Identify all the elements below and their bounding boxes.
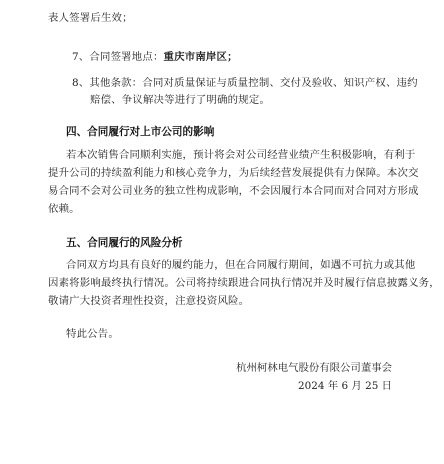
clause-7-label: 合同签署地点：: [89, 51, 164, 63]
clause-8-number: 8、: [72, 77, 90, 89]
clause-8: [72, 77, 418, 90]
clause-7-value: 重庆市南岸区；: [163, 51, 238, 63]
section-5-line-1: 合同双方均具有良好的履约能力，但在合同履行期间，如遇不可抗力或其他: [66, 259, 416, 271]
clause-8-label: 其他条款：: [89, 77, 143, 89]
section-4-title: 四、合同履行对上市公司的影响: [66, 126, 215, 138]
clause-8-value-line2: 赔偿、争议解决等进行了明确的规定。: [90, 94, 271, 106]
signature-date: 2024 年 6 月 25 日: [298, 380, 392, 392]
section-5-title: 五、合同履行的风险分析: [66, 237, 183, 249]
section-4-line-2: 提升公司的持续盈利能力和核心竞争力，为后续经营发展提供有力保障。本次交: [48, 167, 419, 179]
section-4-line-1: 若本次销售合同顺利实施，预计将会对公司经营业绩产生积极影响，有利于: [66, 149, 416, 161]
clause-8-value-line1: 合同对质量保证与质量控制、交付及验收、知识产权、违约: [142, 77, 418, 89]
closing-statement: 特此公告。: [66, 328, 119, 340]
section-5-line-2: 因素将影响最终执行情况。公司将持续跟进合同执行情况并及时履行信息披露义务，: [48, 277, 440, 289]
signature-company: 杭州柯林电气股份有限公司董事会: [236, 362, 392, 374]
clause-7-number: 7、: [72, 51, 90, 63]
section-5-line-3: 敬请广大投资者理性投资，注意投资风险。: [48, 295, 250, 307]
clause-7: [72, 51, 238, 64]
section-4-line-4: 依赖。: [48, 203, 80, 215]
section-4-line-3: 易合同不会对公司业务的独立性构成影响，不会因履行本合同而对合同对方形成: [48, 185, 419, 197]
clause-6-continued: 表人签署后生效；: [48, 12, 133, 24]
